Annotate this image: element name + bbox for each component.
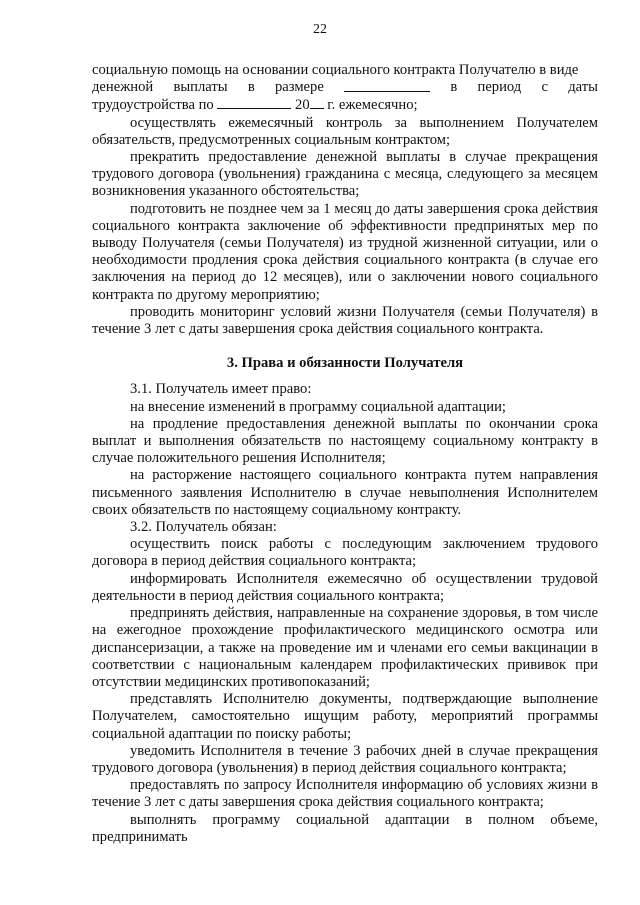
paragraph: осуществлять ежемесячный контроль за выполнением Получателем обязательств, предусмотренных социальным контрактом; (92, 114, 598, 148)
paragraph: подготовить не позднее чем за 1 месяц до даты завершения срока действия социального контракта заключение об эффективности предпринятых мер по выводу Получателя (семьи Получателя) из трудной жизненной ситуации, или о необходимости продления срока действия социального контракта (в случае его заключения на период до 12 месяцев), или о заключении нового социального контракта по другому мероприятию; (92, 200, 598, 303)
amount-blank (344, 79, 430, 92)
duties-item: представлять Исполнителю документы, подтверждающие выполнение Получателем, самостоятельно ищущим работу, мероприятий программы социальной адаптации по поиску работы; (92, 691, 598, 742)
document-body (92, 62, 598, 846)
duties-item: осуществить поиск работы с последующим заключением трудового договора в период действия социального контракта; (92, 536, 598, 570)
rights-item: на продление предоставления денежной выплаты по окончании срока выплат и выполнения обязательств по настоящему социальному контракту в случае положительного решения Исполнителя; (92, 415, 598, 467)
duties-item: предпринять действия, направленные на сохранение здоровья, в том числе на ежегодное прохождение профилактического медицинского осмотра или диспансеризации, а также на проведение им и членами его семьи вакцинации в соответствии с национальным календарем профилактических прививок при отсутствии медицинских противопоказаний; (92, 605, 598, 690)
paragraph: прекратить предоставление денежной выплаты в случае прекращения трудового договора (увольнения) гражданина с месяца, следующего за месяцем возникновения указанного обстоятельства; (92, 149, 598, 200)
rights-item: на внесение изменений в программу социальной адаптации; (130, 398, 506, 415)
section-heading: 3. Права и обязанности Получателя (226, 355, 464, 372)
page-number: 22 (313, 22, 327, 37)
date-blank (217, 96, 291, 109)
paragraph: проводить мониторинг условий жизни Получателя (семьи Получателя) в течение 3 лет с даты завершения срока действия социального контракта. (92, 303, 598, 338)
duties-item: предоставлять по запросу Исполнителя информацию об условиях жизни в течение 3 лет с даты завершения срока действия социального контракта; (92, 777, 598, 811)
duties-title: 3.2. Получатель обязан: (130, 519, 277, 536)
intro-line-2: денежной выплаты в размере в период с даты (92, 79, 598, 96)
intro-line-1: социальную помощь на основании социального контракта Получателю в виде (92, 62, 579, 78)
rights-item: на расторжение настоящего социального контракта путем направления письменного заявления Исполнителю в случае невыполнения Исполнителем своих обязательств по настоящему социальному контракту. (92, 467, 598, 518)
intro-line-3: трудоустройства по 20 г. ежемесячно; (92, 97, 418, 114)
duties-item: выполнять программу социальной адаптации в полном объеме, предпринимать (92, 811, 598, 845)
duties-item: уведомить Исполнителя в течение 3 рабочих дней в случае прекращения трудового договора (увольнения) в период действия социального контракта; (92, 742, 598, 776)
rights-title: 3.1. Получатель имеет право: (130, 381, 312, 398)
year-blank (310, 96, 324, 109)
duties-item: информировать Исполнителя ежемесячно об осуществлении трудовой деятельности в период действия социального контракта; (92, 570, 598, 604)
